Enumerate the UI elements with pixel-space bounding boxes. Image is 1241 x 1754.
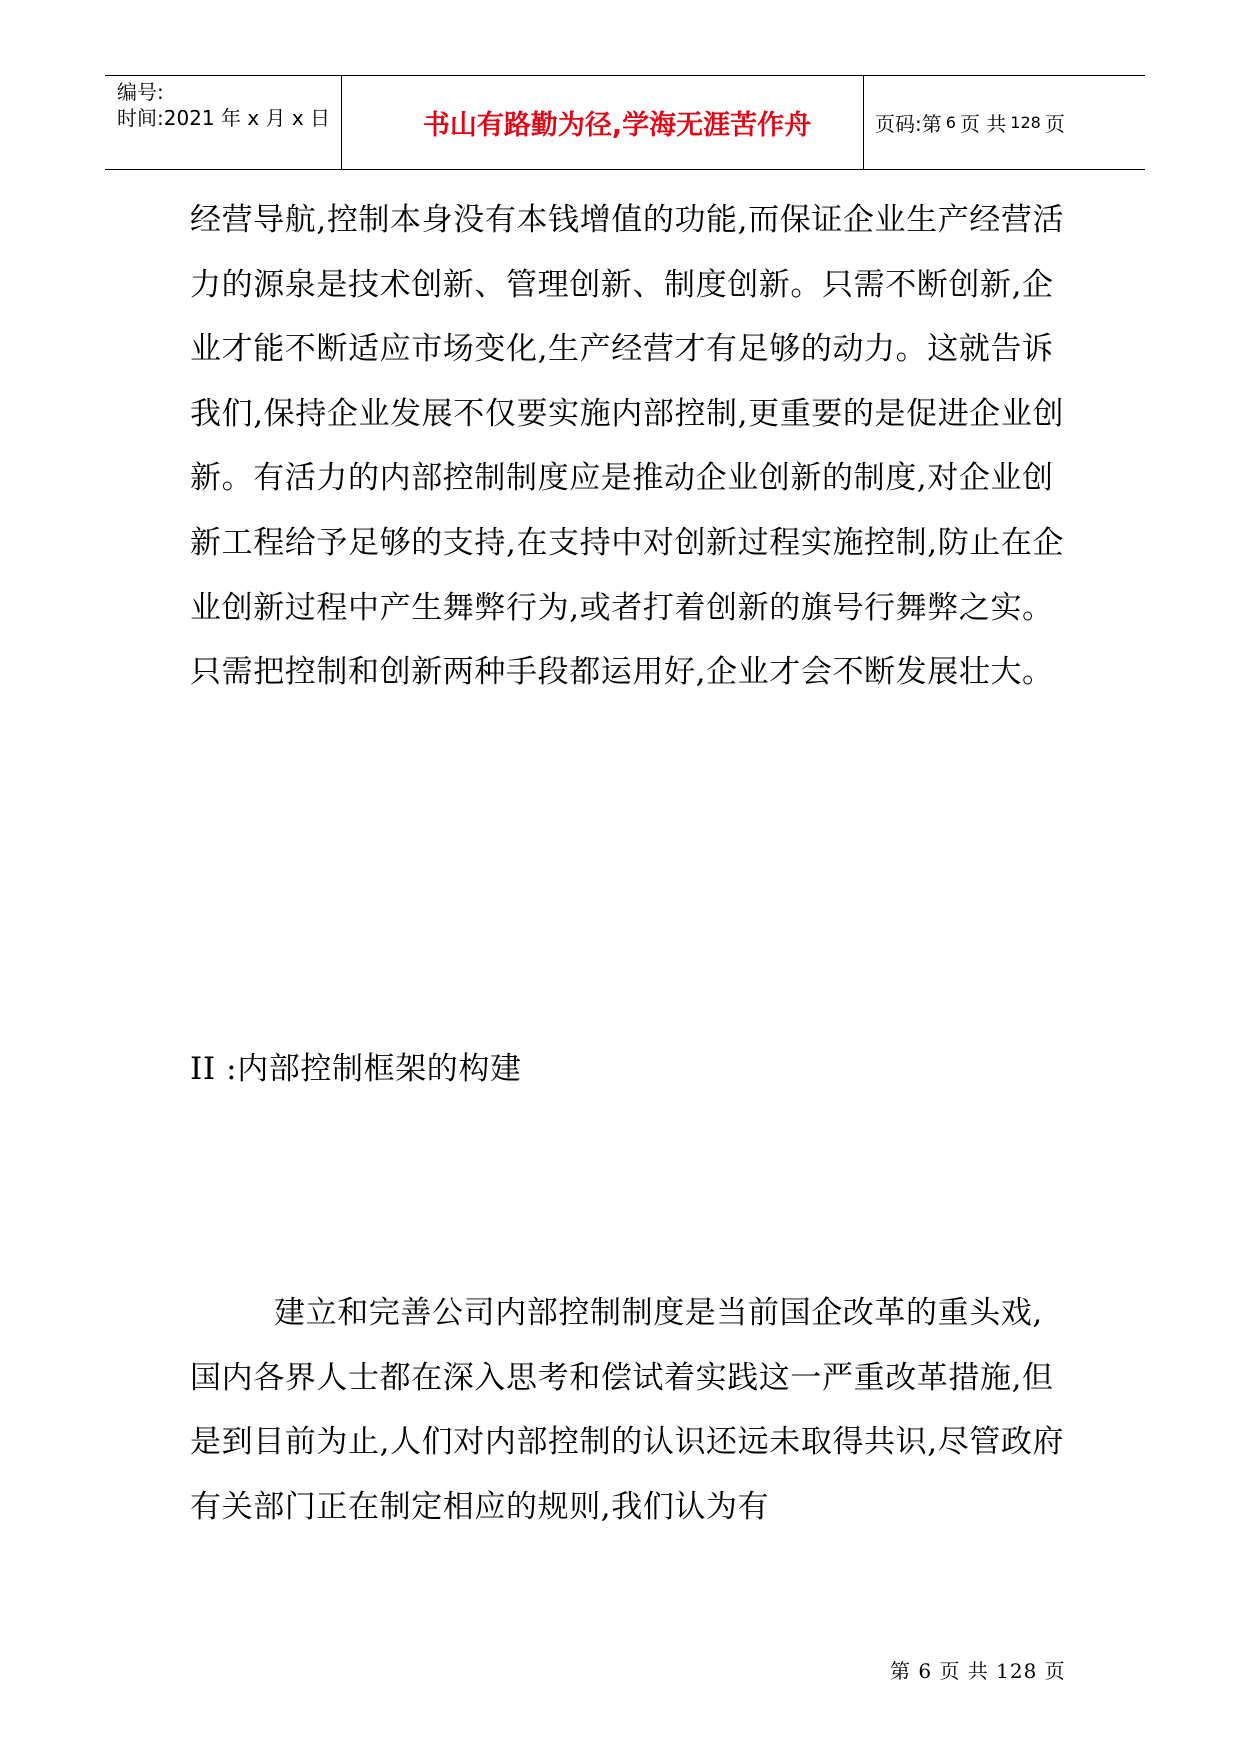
header-divider-left xyxy=(341,76,342,169)
page-header xyxy=(105,75,1145,170)
header-page-indicator xyxy=(875,76,1145,169)
body-paragraph-2: 建立和完善公司内部控制制度是当前国企改革的重头戏,国内各界人士都在深入思考和偿试着实践这一严重改革措施,但是到目前为止,人们对内部控制的认识还远未取得共识,尽管政府有关部门正在制定相应的规则,我们认为有 xyxy=(190,1295,1065,1525)
body-section-1 xyxy=(190,188,1070,705)
header-page-middle: 页 共 xyxy=(959,112,1007,136)
header-page-suffix: 页 xyxy=(1044,112,1065,136)
header-page-prefix: 页码:第 xyxy=(875,112,942,136)
header-page-current: 6 xyxy=(945,113,956,132)
body-section-2 xyxy=(190,1281,1070,1539)
header-motto: 书山有路勤为径,学海无涯苦作舟 xyxy=(422,110,812,141)
section-heading: II :内部控制框架的构建 xyxy=(190,1051,522,1087)
document-time-label: 时间:2021 年 x 月 x 日 xyxy=(117,106,331,130)
header-divider-right xyxy=(863,76,864,169)
page-footer: 第 6 页 共 128 页 xyxy=(890,1659,1066,1683)
document-number-label: 编号: xyxy=(117,80,164,104)
header-page-total: 128 xyxy=(1010,113,1041,132)
body-paragraph-1: 经营导航,控制本身没有本钱增值的功能,而保证企业生产经营活力的源泉是技术创新、管理创新、制度创新。只需不断创新,企业才能不断适应市场变化,生产经营才有足够的动力。这就告诉我们,保持企业发展不仅要实施内部控制,更重要的是促进企业创新。有活力的内部控制制度应是推动企业创新的制度,对企业创新工程给予足够的支持,在支持中对创新过程实施控制,防止在企业创新过程中产生舞弊行为,或者打着创新的旗号行舞弊之实。只需把控制和创新两种手段都运用好,企业才会不断发展壮大。 xyxy=(190,202,1065,691)
